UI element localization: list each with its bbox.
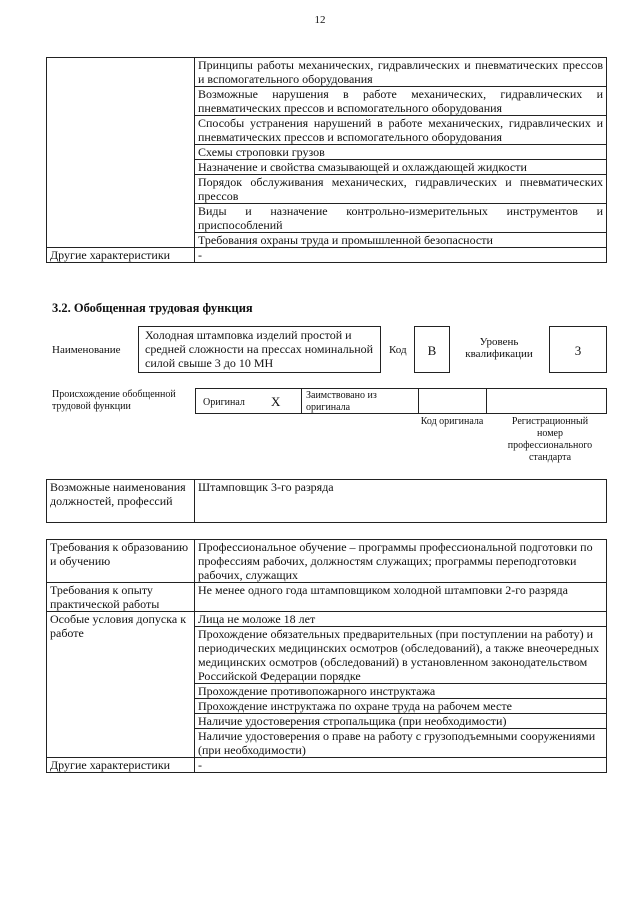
- original-mark: Х: [271, 394, 281, 409]
- code-label: Код: [389, 344, 407, 356]
- special-condition-item: Лица не моложе 18 лет: [195, 612, 606, 627]
- special-condition-item: Прохождение инструктажа по охране труда на рабочем месте: [195, 699, 606, 714]
- original-label: Оригинал: [203, 397, 245, 408]
- knowledge-item: Способы устранения нарушений в работе механических, гидравлических и пневматических прессов и вспомогательного оборудования: [195, 116, 606, 145]
- knowledge-item: Принципы работы механических, гидравлических и пневматических прессов и вспомогательного оборудования: [195, 58, 606, 87]
- experience-label: Требования к опыту практической работы: [47, 583, 195, 612]
- special-conditions-list: [195, 612, 607, 758]
- requirements-table: [46, 539, 607, 773]
- education-value: Профессиональное обучение – программы профессиональной подготовки по профессиям рабочих, должностям служащих; программы переподготовки рабочих, служащих: [195, 540, 607, 583]
- section-heading: 3.2. Обобщенная трудовая функция: [52, 301, 253, 315]
- knowledge-item: Схемы строповки грузов: [195, 145, 606, 160]
- knowledge-item: Возможные нарушения в работе механических, гидравлических и пневматических прессов и вспомогательного оборудования: [195, 87, 606, 116]
- special-condition-item: Наличие удостоверения о праве на работу с грузоподъемными сооружениями (при необходимости): [198, 729, 596, 757]
- other-characteristics-label: Другие характеристики: [47, 758, 195, 773]
- borrowed-label: Заимствовано из оригинала: [306, 390, 377, 413]
- knowledge-label-cell: [47, 58, 195, 248]
- page-number: 12: [314, 14, 326, 26]
- function-code-box: В: [414, 326, 450, 373]
- positions-label: Возможные наименования должностей, профессий: [47, 480, 195, 523]
- other-characteristics-value: -: [195, 758, 607, 773]
- special-conditions-label: Особые условия допуска к работе: [47, 612, 195, 758]
- special-condition-item: Прохождение обязательных предварительных (при поступлении на работу) и периодических медицинских осмотров (обследований), а также внеочередных медицинских осмотров (обследований) в установленном законодательством Российской Федерации порядке: [195, 627, 606, 684]
- knowledge-item: Порядок обслуживания механических, гидравлических и пневматических прессов: [195, 175, 606, 204]
- knowledge-item: Виды и назначение контрольно-измерительных инструментов и приспособлений: [195, 204, 606, 233]
- divider: [486, 389, 487, 413]
- education-label: Требования к образованию и обучению: [47, 540, 195, 583]
- origin-row: [195, 388, 607, 414]
- experience-value: Не менее одного года штамповщиком холодной штамповки 2-го разряда: [195, 583, 607, 612]
- special-condition-item: Прохождение противопожарного инструктажа: [195, 684, 606, 699]
- other-characteristics-label: Другие характеристики: [47, 248, 195, 263]
- name-label: Наименование: [52, 344, 121, 356]
- divider: [301, 389, 302, 413]
- special-condition-item: Наличие удостоверения стропальщика (при необходимости): [195, 714, 606, 729]
- code-original-caption: Код оригинала: [420, 416, 484, 427]
- level-value-box: 3: [549, 326, 607, 373]
- knowledge-item: Назначение и свойства смазывающей и охлаждающей жидкости: [195, 160, 606, 175]
- divider: [418, 389, 419, 413]
- knowledge-list: [195, 58, 607, 248]
- function-name-box: Холодная штамповка изделий простой и средней сложности на прессах номинальной силой свыше 3 до 10 МН: [138, 326, 381, 373]
- positions-value: Штамповщик 3-го разряда: [195, 480, 607, 523]
- reg-number-caption: Регистрационный номер профессионального стандарта: [507, 416, 593, 463]
- other-characteristics-value: -: [195, 248, 607, 263]
- level-label: Уровень квалификации: [465, 336, 533, 360]
- knowledge-item: Требования охраны труда и промышленной безопасности: [198, 233, 493, 247]
- positions-table: [46, 479, 607, 523]
- knowledge-table: [46, 57, 607, 263]
- origin-label: Происхождение обобщенной трудовой функции: [52, 389, 176, 412]
